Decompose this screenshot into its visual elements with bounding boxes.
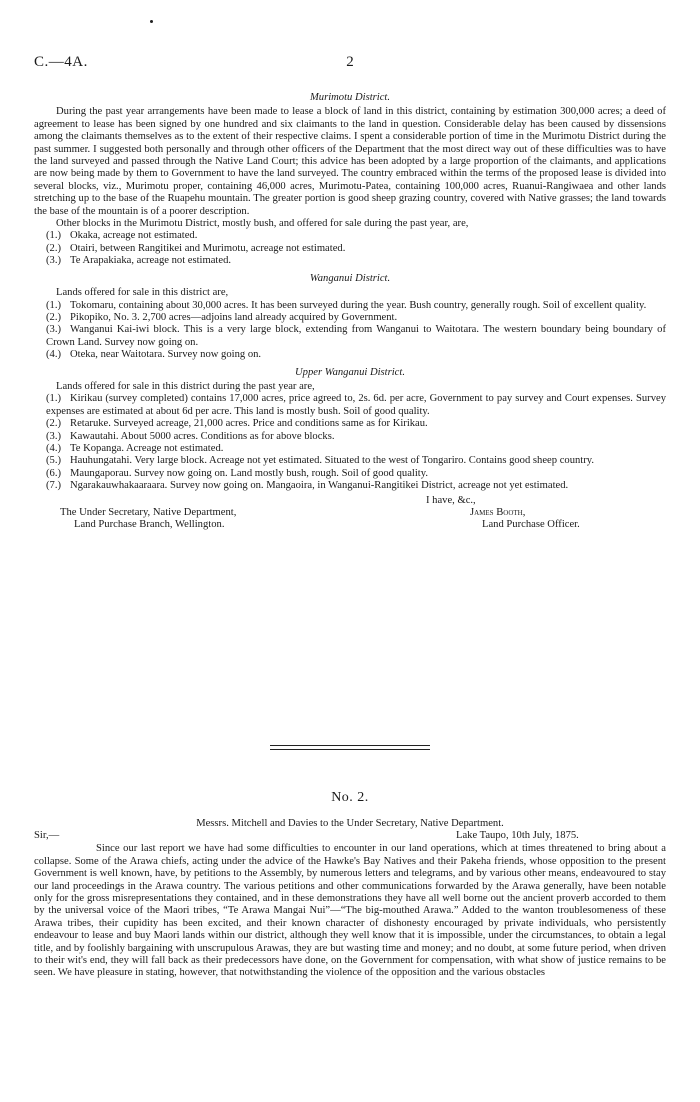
section-divider-bottom: [270, 749, 430, 750]
item-number: (1.): [46, 230, 62, 242]
item-number: (5.): [46, 455, 62, 467]
item-number: (3.): [46, 255, 62, 267]
list-item: [34, 243, 666, 255]
closing-line: I have, &c.,: [426, 494, 476, 506]
place-date: Lake Taupo, 10th July, 1875.: [456, 830, 579, 842]
list-item: [34, 418, 666, 430]
list-item: [34, 393, 666, 418]
addressee-line-1: The Under Secretary, Native Department,: [60, 506, 237, 518]
list-item: [34, 455, 666, 467]
list-item: [34, 255, 666, 267]
addressee-line-2: Land Purchase Branch, Wellington.: [74, 518, 225, 530]
item-text: Retaruke. Surveyed acreage, 21,000 acres. Price and conditions same as for Kirikau.: [70, 418, 428, 430]
murimotu-heading: Murimotu District.: [309, 92, 391, 103]
item-number: (1.): [46, 299, 62, 311]
item-number: (2.): [46, 311, 62, 323]
document-reference: C.—4A.: [34, 54, 88, 70]
page-number: 2: [346, 54, 354, 70]
item-text: Te Kopanga. Acreage not estimated.: [70, 442, 224, 454]
list-item: [34, 312, 666, 324]
item-text: Maungaporau. Survey now going on. Land mostly bush, rough. Soil of good quality.: [70, 467, 428, 479]
murimotu-list: [34, 230, 666, 267]
upper-wanganui-intro: Lands offered for sale in this district during the past year are,: [56, 380, 315, 392]
section-divider-top: [270, 745, 430, 746]
item-text: Otairi, between Rangitikei and Murimotu, acreage not estimated.: [70, 242, 346, 254]
item-number: (3.): [46, 430, 62, 442]
signatory-name: James Booth,: [470, 506, 526, 518]
item-text: Wanganui Kai-iwi block. This is a very large block, extending from Wanganui to Waitotara. The western boundary being boundary of Crown Land. Survey now going on.: [46, 324, 666, 348]
list-item: [34, 230, 666, 242]
item-number: (3.): [46, 324, 62, 336]
list-item: [34, 443, 666, 455]
letter-from-line: Messrs. Mitchell and Davies to the Under Secretary, Native Department.: [196, 818, 504, 829]
page-header: [34, 54, 666, 74]
item-text: Okaka, acreage not estimated.: [70, 230, 198, 242]
list-item: [34, 480, 666, 492]
salutation: Sir,—: [34, 830, 60, 842]
murimotu-blocks-intro: Other blocks in the Murimotu District, mostly bush, and offered for sale during the past year, are,: [56, 218, 469, 230]
item-number: (6.): [46, 467, 62, 479]
list-item: [34, 431, 666, 443]
signature-block: [34, 495, 666, 547]
item-number: (2.): [46, 242, 62, 254]
list-item: [34, 349, 666, 361]
item-text: Te Arapakiaka, acreage not estimated.: [70, 255, 232, 267]
item-text: Kirikau (survey completed) contains 17,000 acres, price agreed to, 2s. 6d. per acre, Government to pay survey and Court expenses. Survey expenses are estimated at about 6d per acre. This land is mostly bush. Soil of good quality.: [46, 393, 666, 417]
list-item: [34, 300, 666, 312]
report-body: [34, 92, 666, 547]
item-number: (4.): [46, 442, 62, 454]
item-text: Tokomaru, containing about 30,000 acres. It has been surveyed during the year. Bush country, generally rough. Soil of excellent quality.: [70, 299, 647, 311]
item-text: Ngarakauwhakaaraara. Survey now going on. Mangaoira, in Wanganui-Rangitikei District, acreage not yet estimated.: [70, 480, 569, 492]
speck-mark: [150, 20, 153, 23]
letter-paragraph: Since our last report we have had some difficulties to encounter in our land operations, which at times threatened to bring about a collapse. Some of the Arawa chiefs, acting under the advice of the Hawke's Bay Natives and their Pakeha friends, whose opposition to the present Government is well known, have, by petitions to the Assembly, by numerous letters and telegrams, and by various other means, endeavoured to stay our land proceedings in the Arawa country. The various petitions and other communications forwarded by the Arawa generally, have been notable only for the gross misrepresentations they contained, and in these demonstrations they have all well borne out the ancient proverb accorded to them by the universal voice of the Maori tribes, “Te Arawa Mangai Nui”—“The big-mouthed Arawa.” Added to the wanton troublesomeness of these Arawa tribes, their cupidity has been excited, and their known character of dishonesty encouraged by private individuals, who persistently endeavour to lease and buy Maori lands within our district, although they well know that it is impossible, under the circumstances, to obtain a legal title, and by foolishly bargaining with unscrupulous Arawas, they are but wasting time and money; and no doubt, at some future period, when driven to their wit's end, they will fall back as their predecessors have done, on the Government for compensation, with what show of justice remains to be seen. We have pleasure in stating, however, that notwithstanding the violence of the opposition and the various obstacles: [34, 843, 666, 979]
wanganui-intro: Lands offered for sale in this district are,: [56, 287, 229, 299]
item-number: (2.): [46, 418, 62, 430]
item-text: Kawautahi. About 5000 acres. Conditions as for above blocks.: [70, 430, 335, 442]
salutation-row: [34, 830, 666, 843]
item-number: (1.): [46, 393, 62, 405]
wanganui-heading: Wanganui District.: [309, 272, 391, 284]
signatory-title: Land Purchase Officer.: [482, 518, 580, 530]
list-item: [34, 468, 666, 480]
item-number: (4.): [46, 349, 62, 361]
item-text: Oteka, near Waitotara. Survey now going on.: [70, 349, 262, 361]
upper-wanganui-list: [34, 393, 666, 492]
item-text: Pikopiko, No. 3. 2,700 acres—adjoins land already acquired by Government.: [70, 311, 398, 323]
murimotu-paragraph: During the past year arrangements have been made to lease a block of land in this district, containing by estimation 300,000 acres; a deed of agreement to lease has been signed by one hundred and six claimants to the land in question. Considerable delay has been caused by dissensions among the claimants themselves as to the extent of their respective claims. I spent a considerable portion of time in the Murimotu District during the past summer. I suggested both personally and through other officers of the Department that the most direct way out of these difficulties was to have the land surveyed and passed through the Native Land Court; this advice has been adopted by a large proportion of the claimants, and applications are now being made by them to Government to have the land surveyed. The country embraced within the terms of the proposed lease is divided into several blocks, viz., Murimotu proper, containing 46,000 acres, Murimotu-Patea, containing 100,000 acres, Ruanui-Rangiwaea and other lands stretching up to the base of the Ruapehu mountain. The greater portion is good sheep grazing country, covered with Native grasses; the land towards the base of the mountain is of a poorer description.: [34, 106, 666, 217]
letter-number: No. 2.: [331, 790, 369, 805]
item-text: Hauhungatahi. Very large block. Acreage not yet estimated. Situated to the west of Tongariro. Contains good sheep country.: [70, 455, 595, 467]
wanganui-list: [34, 300, 666, 362]
upper-wanganui-heading: Upper Wanganui District.: [295, 366, 405, 378]
letter-body: [34, 818, 666, 980]
item-number: (7.): [46, 480, 62, 492]
list-item: [34, 324, 666, 349]
